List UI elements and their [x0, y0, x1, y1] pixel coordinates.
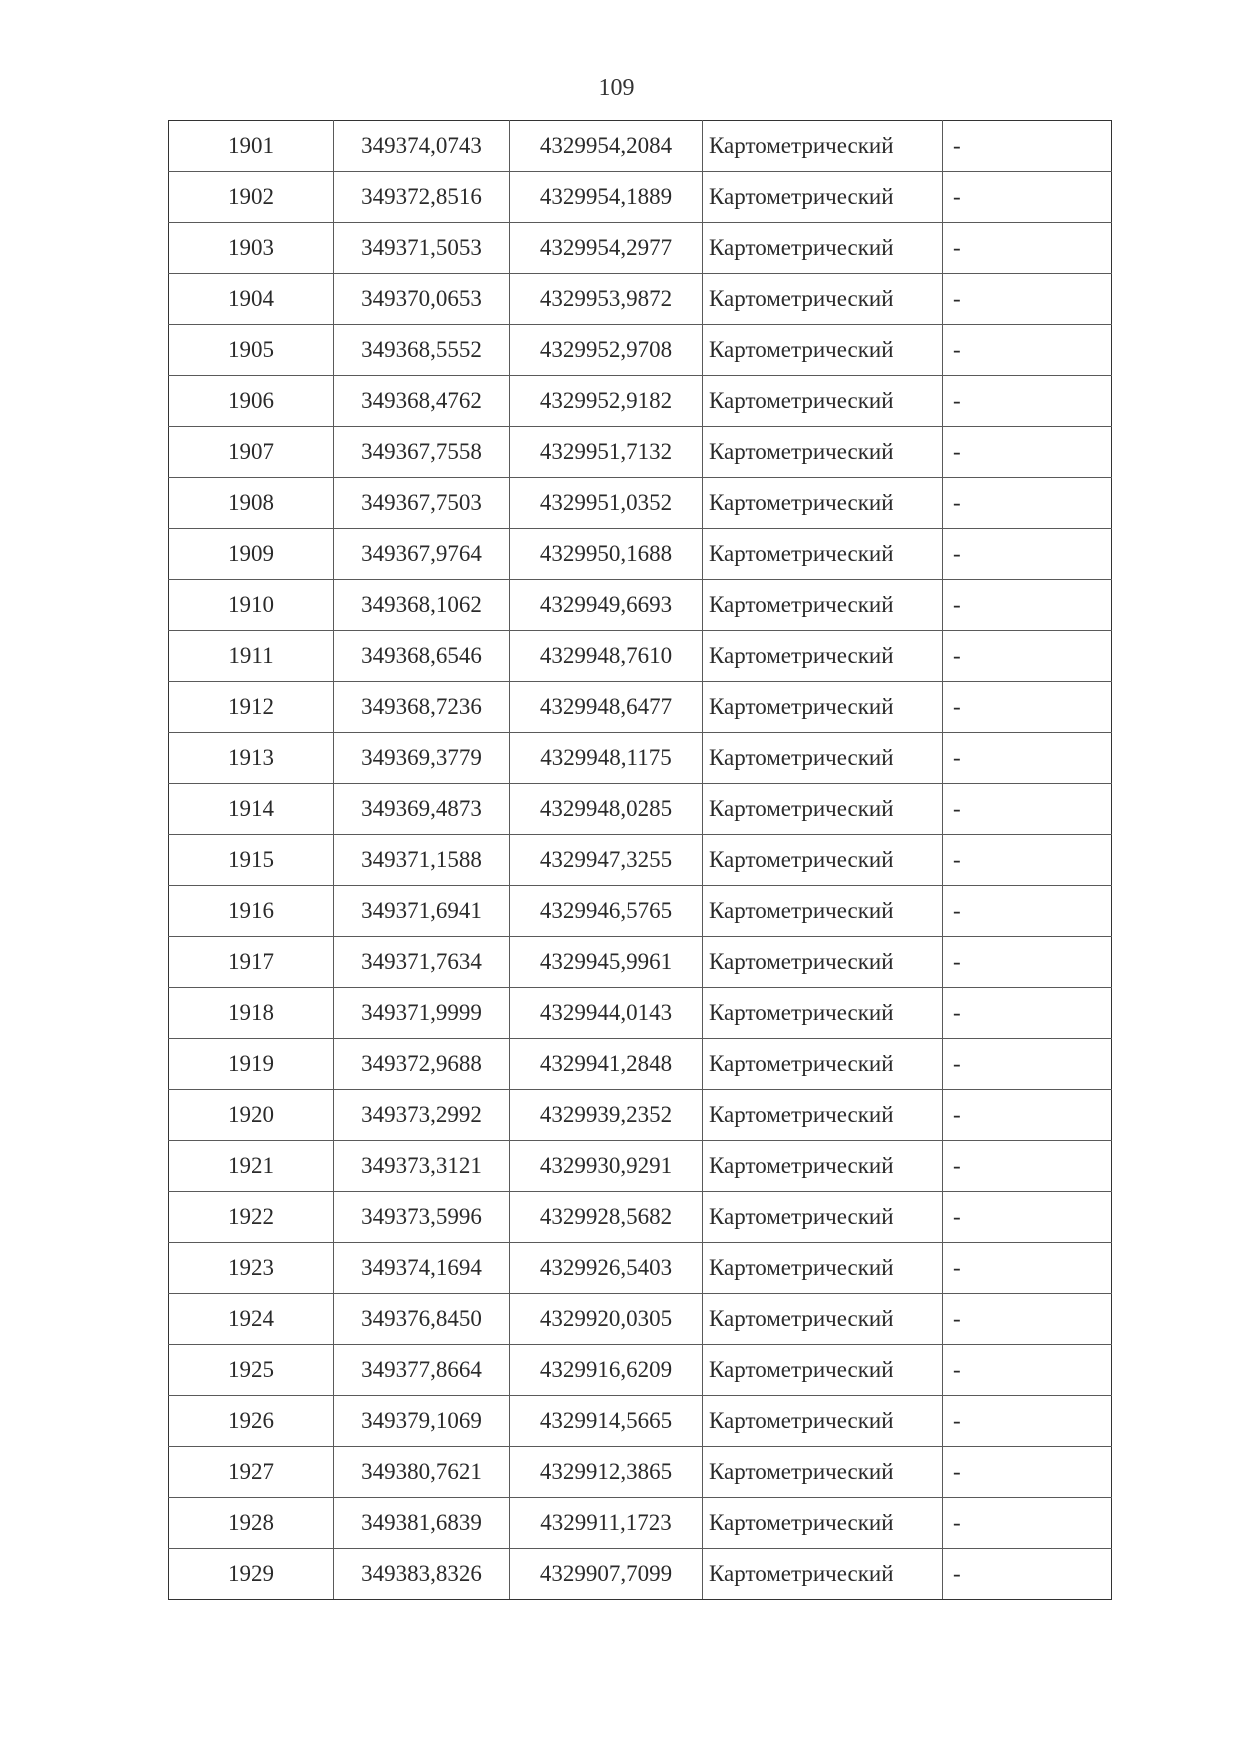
method-cell: Картометрический — [703, 937, 943, 988]
table-row — [169, 478, 1112, 529]
method-cell: Картометрический — [703, 172, 943, 223]
table-row — [169, 937, 1112, 988]
table-row — [169, 580, 1112, 631]
table-row — [169, 427, 1112, 478]
method-cell: Картометрический — [703, 274, 943, 325]
method-cell: Картометрический — [703, 1549, 943, 1600]
x-coordinate-cell: 349373,5996 — [334, 1192, 510, 1243]
method-cell: Картометрический — [703, 784, 943, 835]
x-coordinate-cell: 349373,2992 — [334, 1090, 510, 1141]
x-coordinate-cell: 349377,8664 — [334, 1345, 510, 1396]
y-coordinate-cell: 4329914,5665 — [510, 1396, 703, 1447]
note-cell: - — [943, 784, 1112, 835]
y-coordinate-cell: 4329951,7132 — [510, 427, 703, 478]
table-row — [169, 1498, 1112, 1549]
point-number-cell: 1916 — [169, 886, 334, 937]
x-coordinate-cell: 349367,7503 — [334, 478, 510, 529]
y-coordinate-cell: 4329948,1175 — [510, 733, 703, 784]
point-number-cell: 1915 — [169, 835, 334, 886]
method-cell: Картометрический — [703, 733, 943, 784]
table-row — [169, 784, 1112, 835]
coordinates-table-body — [169, 121, 1112, 1600]
table-row — [169, 529, 1112, 580]
table-row — [169, 1294, 1112, 1345]
note-cell: - — [943, 172, 1112, 223]
y-coordinate-cell: 4329954,2084 — [510, 121, 703, 172]
note-cell: - — [943, 631, 1112, 682]
method-cell: Картометрический — [703, 223, 943, 274]
point-number-cell: 1902 — [169, 172, 334, 223]
note-cell: - — [943, 1039, 1112, 1090]
note-cell: - — [943, 376, 1112, 427]
note-cell: - — [943, 886, 1112, 937]
coordinates-table — [168, 120, 1112, 1600]
note-cell: - — [943, 121, 1112, 172]
note-cell: - — [943, 1498, 1112, 1549]
point-number-cell: 1907 — [169, 427, 334, 478]
y-coordinate-cell: 4329916,6209 — [510, 1345, 703, 1396]
note-cell: - — [943, 1549, 1112, 1600]
x-coordinate-cell: 349369,3779 — [334, 733, 510, 784]
point-number-cell: 1924 — [169, 1294, 334, 1345]
point-number-cell: 1905 — [169, 325, 334, 376]
note-cell: - — [943, 1243, 1112, 1294]
method-cell: Картометрический — [703, 1345, 943, 1396]
table-row — [169, 1396, 1112, 1447]
note-cell: - — [943, 1294, 1112, 1345]
method-cell: Картометрический — [703, 427, 943, 478]
method-cell: Картометрический — [703, 1090, 943, 1141]
point-number-cell: 1912 — [169, 682, 334, 733]
x-coordinate-cell: 349368,6546 — [334, 631, 510, 682]
method-cell: Картометрический — [703, 1039, 943, 1090]
y-coordinate-cell: 4329926,5403 — [510, 1243, 703, 1294]
y-coordinate-cell: 4329928,5682 — [510, 1192, 703, 1243]
y-coordinate-cell: 4329949,6693 — [510, 580, 703, 631]
note-cell: - — [943, 835, 1112, 886]
point-number-cell: 1911 — [169, 631, 334, 682]
x-coordinate-cell: 349367,7558 — [334, 427, 510, 478]
x-coordinate-cell: 349381,6839 — [334, 1498, 510, 1549]
table-row — [169, 1039, 1112, 1090]
point-number-cell: 1910 — [169, 580, 334, 631]
table-row — [169, 682, 1112, 733]
method-cell: Картометрический — [703, 1294, 943, 1345]
x-coordinate-cell: 349368,4762 — [334, 376, 510, 427]
method-cell: Картометрический — [703, 682, 943, 733]
note-cell: - — [943, 1447, 1112, 1498]
note-cell: - — [943, 988, 1112, 1039]
table-row — [169, 1243, 1112, 1294]
point-number-cell: 1929 — [169, 1549, 334, 1600]
method-cell: Картометрический — [703, 886, 943, 937]
method-cell: Картометрический — [703, 121, 943, 172]
y-coordinate-cell: 4329952,9708 — [510, 325, 703, 376]
method-cell: Картометрический — [703, 1192, 943, 1243]
y-coordinate-cell: 4329945,9961 — [510, 937, 703, 988]
method-cell: Картометрический — [703, 631, 943, 682]
y-coordinate-cell: 4329951,0352 — [510, 478, 703, 529]
y-coordinate-cell: 4329912,3865 — [510, 1447, 703, 1498]
y-coordinate-cell: 4329941,2848 — [510, 1039, 703, 1090]
y-coordinate-cell: 4329947,3255 — [510, 835, 703, 886]
table-row — [169, 1549, 1112, 1600]
x-coordinate-cell: 349371,7634 — [334, 937, 510, 988]
point-number-cell: 1919 — [169, 1039, 334, 1090]
y-coordinate-cell: 4329948,7610 — [510, 631, 703, 682]
x-coordinate-cell: 349376,8450 — [334, 1294, 510, 1345]
point-number-cell: 1921 — [169, 1141, 334, 1192]
note-cell: - — [943, 937, 1112, 988]
table-row — [169, 325, 1112, 376]
method-cell: Картометрический — [703, 988, 943, 1039]
note-cell: - — [943, 580, 1112, 631]
note-cell: - — [943, 733, 1112, 784]
point-number-cell: 1926 — [169, 1396, 334, 1447]
y-coordinate-cell: 4329948,6477 — [510, 682, 703, 733]
table-row — [169, 172, 1112, 223]
point-number-cell: 1920 — [169, 1090, 334, 1141]
point-number-cell: 1922 — [169, 1192, 334, 1243]
x-coordinate-cell: 349369,4873 — [334, 784, 510, 835]
x-coordinate-cell: 349371,6941 — [334, 886, 510, 937]
method-cell: Картометрический — [703, 1141, 943, 1192]
note-cell: - — [943, 274, 1112, 325]
method-cell: Картометрический — [703, 835, 943, 886]
method-cell: Картометрический — [703, 325, 943, 376]
point-number-cell: 1908 — [169, 478, 334, 529]
note-cell: - — [943, 1192, 1112, 1243]
point-number-cell: 1917 — [169, 937, 334, 988]
method-cell: Картометрический — [703, 580, 943, 631]
x-coordinate-cell: 349370,0653 — [334, 274, 510, 325]
point-number-cell: 1918 — [169, 988, 334, 1039]
note-cell: - — [943, 1090, 1112, 1141]
table-row — [169, 1345, 1112, 1396]
y-coordinate-cell: 4329907,7099 — [510, 1549, 703, 1600]
method-cell: Картометрический — [703, 1396, 943, 1447]
point-number-cell: 1923 — [169, 1243, 334, 1294]
table-row — [169, 223, 1112, 274]
y-coordinate-cell: 4329939,2352 — [510, 1090, 703, 1141]
point-number-cell: 1914 — [169, 784, 334, 835]
table-row — [169, 733, 1112, 784]
point-number-cell: 1925 — [169, 1345, 334, 1396]
method-cell: Картометрический — [703, 1447, 943, 1498]
point-number-cell: 1901 — [169, 121, 334, 172]
note-cell: - — [943, 682, 1112, 733]
x-coordinate-cell: 349383,8326 — [334, 1549, 510, 1600]
method-cell: Картометрический — [703, 529, 943, 580]
table-row — [169, 1447, 1112, 1498]
page-number: 109 — [598, 75, 635, 101]
table-row — [169, 376, 1112, 427]
method-cell: Картометрический — [703, 1243, 943, 1294]
x-coordinate-cell: 349372,8516 — [334, 172, 510, 223]
table-row — [169, 121, 1112, 172]
point-number-cell: 1903 — [169, 223, 334, 274]
y-coordinate-cell: 4329954,2977 — [510, 223, 703, 274]
x-coordinate-cell: 349367,9764 — [334, 529, 510, 580]
y-coordinate-cell: 4329944,0143 — [510, 988, 703, 1039]
note-cell: - — [943, 1345, 1112, 1396]
note-cell: - — [943, 478, 1112, 529]
point-number-cell: 1913 — [169, 733, 334, 784]
x-coordinate-cell: 349380,7621 — [334, 1447, 510, 1498]
point-number-cell: 1927 — [169, 1447, 334, 1498]
y-coordinate-cell: 4329946,5765 — [510, 886, 703, 937]
table-row — [169, 886, 1112, 937]
x-coordinate-cell: 349371,5053 — [334, 223, 510, 274]
table-row — [169, 631, 1112, 682]
x-coordinate-cell: 349371,1588 — [334, 835, 510, 886]
x-coordinate-cell: 349368,5552 — [334, 325, 510, 376]
y-coordinate-cell: 4329952,9182 — [510, 376, 703, 427]
note-cell: - — [943, 427, 1112, 478]
y-coordinate-cell: 4329948,0285 — [510, 784, 703, 835]
note-cell: - — [943, 1141, 1112, 1192]
y-coordinate-cell: 4329950,1688 — [510, 529, 703, 580]
x-coordinate-cell: 349368,7236 — [334, 682, 510, 733]
method-cell: Картометрический — [703, 478, 943, 529]
point-number-cell: 1909 — [169, 529, 334, 580]
y-coordinate-cell: 4329954,1889 — [510, 172, 703, 223]
method-cell: Картометрический — [703, 1498, 943, 1549]
x-coordinate-cell: 349374,1694 — [334, 1243, 510, 1294]
table-row — [169, 1192, 1112, 1243]
x-coordinate-cell: 349379,1069 — [334, 1396, 510, 1447]
note-cell: - — [943, 529, 1112, 580]
y-coordinate-cell: 4329920,0305 — [510, 1294, 703, 1345]
note-cell: - — [943, 223, 1112, 274]
x-coordinate-cell: 349373,3121 — [334, 1141, 510, 1192]
note-cell: - — [943, 325, 1112, 376]
note-cell: - — [943, 1396, 1112, 1447]
point-number-cell: 1904 — [169, 274, 334, 325]
x-coordinate-cell: 349374,0743 — [334, 121, 510, 172]
method-cell: Картометрический — [703, 376, 943, 427]
table-row — [169, 1090, 1112, 1141]
point-number-cell: 1906 — [169, 376, 334, 427]
x-coordinate-cell: 349371,9999 — [334, 988, 510, 1039]
x-coordinate-cell: 349372,9688 — [334, 1039, 510, 1090]
x-coordinate-cell: 349368,1062 — [334, 580, 510, 631]
table-row — [169, 1141, 1112, 1192]
y-coordinate-cell: 4329911,1723 — [510, 1498, 703, 1549]
point-number-cell: 1928 — [169, 1498, 334, 1549]
y-coordinate-cell: 4329930,9291 — [510, 1141, 703, 1192]
y-coordinate-cell: 4329953,9872 — [510, 274, 703, 325]
table-row — [169, 988, 1112, 1039]
table-row — [169, 835, 1112, 886]
table-row — [169, 274, 1112, 325]
